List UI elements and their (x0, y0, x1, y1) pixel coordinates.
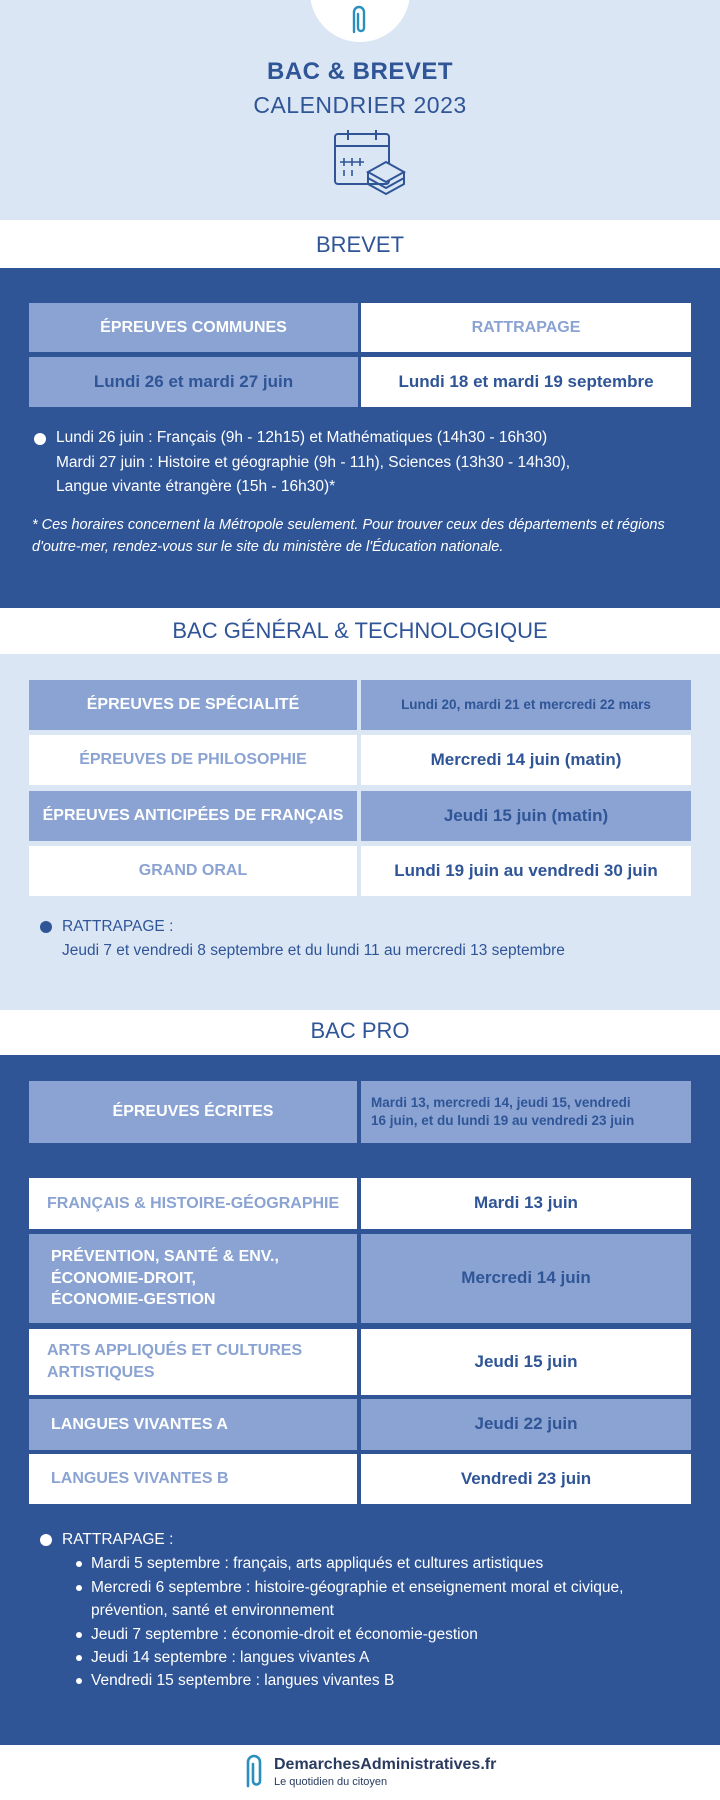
bac-pro-ecrites-label: ÉPREUVES ÉCRITES (29, 1081, 357, 1143)
bac-pro-row-label: FRANÇAIS & HISTOIRE-GÉOGRAPHIE (29, 1178, 357, 1229)
bac-pro-row-label: LANGUES VIVANTES A (29, 1399, 357, 1450)
bac-pro-rattrapage-item: prévention, santé et environnement (91, 1602, 334, 1619)
bac-pro-row-date: Jeudi 15 juin (361, 1329, 691, 1395)
bac-pro-row-date: Vendredi 23 juin (361, 1454, 691, 1504)
section-title-brevet: BREVET (315, 232, 405, 257)
bac-general-row-date: Jeudi 15 juin (matin) (361, 791, 691, 841)
brevet-header-communes: ÉPREUVES COMMUNES (29, 303, 358, 352)
bac-pro-row-date: Mercredi 14 juin (361, 1234, 691, 1323)
brevet-header-rattrapage: RATTRAPAGE (361, 303, 691, 352)
bac-pro-ecrites-date (361, 1081, 691, 1143)
paperclip-logo-icon (346, 4, 372, 38)
bac-general-rattrapage-label: RATTRAPAGE : (62, 918, 174, 935)
brevet-detail-line: Langue vivante étrangère (15h - 16h30)* (56, 478, 336, 495)
sub-bullet-icon (76, 1561, 82, 1567)
bac-pro-rattrapage-item: Mardi 5 septembre : français, arts appliqués et cultures artistiques (91, 1555, 544, 1572)
sub-bullet-icon (76, 1585, 82, 1591)
bac-pro-row-label (29, 1234, 357, 1323)
paperclip-logo-icon (240, 1752, 268, 1792)
header (0, 0, 720, 220)
bac-pro-row-date: Jeudi 22 juin (361, 1399, 691, 1450)
bac-pro-row-label-line: ÉCONOMIE-DROIT, (51, 1269, 196, 1287)
bac-pro-ecrites-date-line: 16 juin, et du lundi 19 au vendredi 23 juin (371, 1113, 635, 1128)
bullet-icon (40, 1534, 52, 1546)
bac-pro-rattrapage-item: Vendredi 15 septembre : langues vivantes B (91, 1672, 395, 1689)
sub-bullet-icon (76, 1655, 82, 1661)
sub-bullet-icon (76, 1678, 82, 1684)
brevet-detail-line: Mardi 27 juin : Histoire et géographie (9h - 11h), Sciences (13h30 - 14h30), (56, 454, 571, 471)
brevet-detail-line: Lundi 26 juin : Français (9h - 12h15) et Mathématiques (14h30 - 16h30) (56, 429, 548, 446)
bac-pro-row-label-line: ARTISTIQUES (47, 1364, 155, 1381)
bac-general-row-label: ÉPREUVES ANTICIPÉES DE FRANÇAIS (29, 791, 357, 841)
bac-pro-row-label (29, 1329, 357, 1395)
bac-pro-ecrites-date-line: Mardi 13, mercredi 14, jeudi 15, vendredi (371, 1094, 631, 1110)
bac-pro-rattrapage-item: Jeudi 7 septembre : économie-droit et économie-gestion (91, 1626, 478, 1643)
section-title-bac-general: BAC GÉNÉRAL & TECHNOLOGIQUE (172, 618, 548, 643)
section-title-bac-pro: BAC PRO (310, 1018, 410, 1043)
bac-general-row-date: Lundi 20, mardi 21 et mercredi 22 mars (361, 680, 691, 730)
bac-general-row-date: Lundi 19 juin au vendredi 30 juin (361, 846, 691, 896)
bac-general-row-label: GRAND ORAL (29, 846, 357, 896)
footer-tagline: Le quotidien du citoyen (274, 1776, 388, 1788)
brevet-date-rattrapage: Lundi 18 et mardi 19 septembre (361, 357, 691, 407)
sub-bullet-icon (76, 1632, 82, 1638)
bac-pro-row-date: Mardi 13 juin (361, 1178, 691, 1229)
bac-general-row-date: Mercredi 14 juin (matin) (361, 735, 691, 785)
bullet-icon (34, 433, 46, 445)
bac-general-rattrapage-text: Jeudi 7 et vendredi 8 septembre et du lundi 11 au mercredi 13 septembre (62, 942, 565, 959)
brevet-note: * Ces horaires concernent la Métropole seulement. Pour trouver ceux des départements et régions (32, 517, 665, 533)
bullet-icon (40, 921, 52, 933)
logo-badge (310, 0, 410, 42)
bac-general-row-label: ÉPREUVES DE PHILOSOPHIE (29, 735, 357, 785)
bac-general-row-label: ÉPREUVES DE SPÉCIALITÉ (29, 680, 357, 730)
bac-pro-rattrapage-label: RATTRAPAGE : (62, 1531, 174, 1548)
bac-pro-rattrapage-item: Jeudi 14 septembre : langues vivantes A (91, 1649, 370, 1666)
page-subtitle: CALENDRIER 2023 (253, 92, 467, 118)
bac-pro-rattrapage-item: Mercredi 6 septembre : histoire-géographie et enseignement moral et civique, (91, 1579, 624, 1596)
calendar-books-icon (330, 128, 410, 204)
bac-pro-row-label-line: PRÉVENTION, SANTÉ & ENV., (51, 1248, 279, 1266)
page-title: BAC & BREVET (266, 58, 453, 85)
footer-brand: DemarchesAdministratives.fr (274, 1756, 497, 1773)
bac-pro-row-label-line: ÉCONOMIE-GESTION (51, 1291, 216, 1309)
bac-pro-row-label-line: ARTS APPLIQUÉS ET CULTURES (47, 1342, 303, 1360)
brevet-date-communes: Lundi 26 et mardi 27 juin (29, 357, 358, 407)
bac-pro-row-label: LANGUES VIVANTES B (29, 1454, 357, 1504)
brevet-note: d'outre-mer, rendez-vous sur le site du ministère de l'Éducation nationale. (32, 539, 504, 555)
